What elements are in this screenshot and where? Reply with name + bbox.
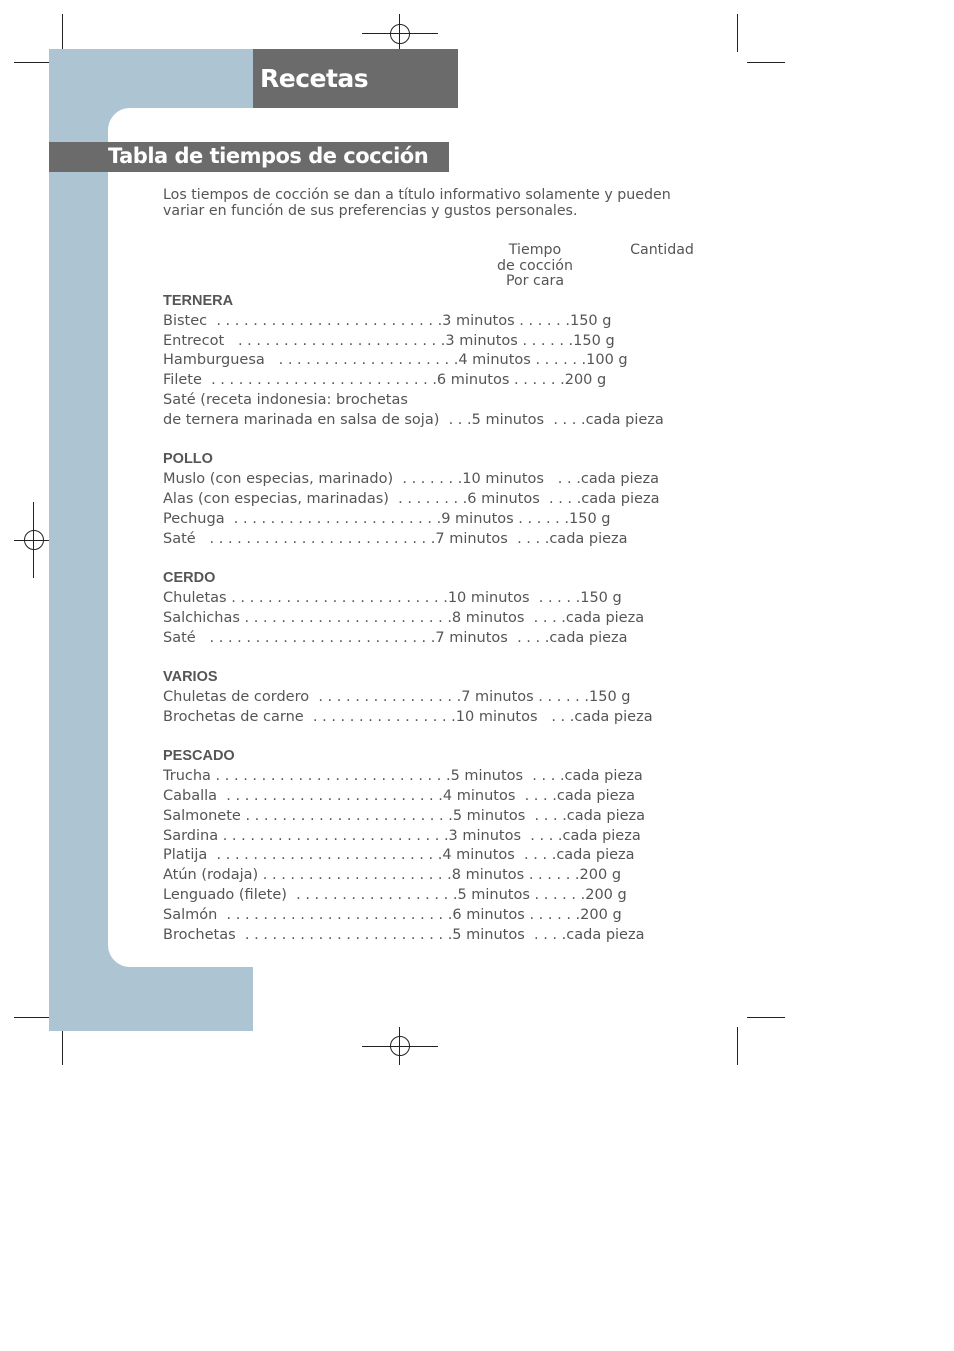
table-row: Saté (receta indonesia: brochetas <box>163 391 408 408</box>
group-title: TERNERA <box>163 293 234 309</box>
registration-mark-icon <box>24 530 44 550</box>
table-row: Atún (rodaja) . . . . . . . . . . . . . . . . . . . . .8 minutos . . . . . .200 g <box>163 867 622 884</box>
group-title: CERDO <box>163 570 216 587</box>
intro-line-1: Los tiempos de cocción se dan a título informativo solamente y pueden <box>163 187 671 203</box>
table-row: Chuletas de cordero . . . . . . . . . . . . . . . .7 minutos . . . . . .150 g <box>163 688 631 705</box>
column-header-time-line-2: de cocción <box>497 257 573 274</box>
table-row: de ternera marinada en salsa de soja) . . .5 minutos . . . .cada pieza <box>163 411 664 428</box>
column-header-time-line-3: Por cara <box>505 273 565 289</box>
page-title: Recetas <box>260 64 369 93</box>
group-spacer <box>163 549 763 569</box>
registration-mark-icon <box>390 24 410 44</box>
table-row: Muslo (con especias, marinado) . . . . . . .10 minutos . . .cada pieza <box>163 471 660 488</box>
group-spacer <box>163 728 763 748</box>
column-header-quantity: Cantidad <box>630 242 694 258</box>
crop-mark <box>62 1027 63 1065</box>
table-row: Caballa . . . . . . . . . . . . . . . . . . . . . . . .4 minutos . . . .cada pieza <box>163 787 636 804</box>
crop-mark <box>14 1017 52 1018</box>
intro-text <box>163 188 723 219</box>
crop-mark <box>747 62 785 63</box>
crop-mark <box>737 1027 738 1065</box>
table-row: Pechuga . . . . . . . . . . . . . . . . . . . . . . .9 minutos . . . . . .150 g <box>163 510 611 527</box>
crop-mark <box>62 14 63 52</box>
registration-mark-icon <box>390 1036 410 1056</box>
table-row: Salchichas . . . . . . . . . . . . . . . . . . . . . . .8 minutos . . . .cada pieza <box>163 609 645 626</box>
table-row: Sardina . . . . . . . . . . . . . . . . . . . . . . . . .3 minutos . . . .cada pieza <box>163 827 641 844</box>
cooking-times-table <box>163 292 763 945</box>
group-title: POLLO <box>163 451 213 468</box>
table-row: Chuletas . . . . . . . . . . . . . . . . . . . . . . . .10 minutos . . . . .150 g <box>163 589 622 606</box>
group-spacer <box>163 648 763 668</box>
table-row: Platija . . . . . . . . . . . . . . . . . . . . . . . . .4 minutos . . . .cada pieza <box>163 847 635 864</box>
crop-mark <box>747 1017 785 1018</box>
table-row: Salmonete . . . . . . . . . . . . . . . . . . . . . . .5 minutos . . . .cada pieza <box>163 807 646 824</box>
table-row: Lenguado (filete) . . . . . . . . . . . . . . . . . .5 minutos . . . . . .200 g <box>163 886 627 903</box>
table-row: Filete . . . . . . . . . . . . . . . . . . . . . . . . .6 minutos . . . . . .200 g <box>163 372 607 389</box>
table-row: Brochetas . . . . . . . . . . . . . . . . . . . . . . .5 minutos . . . .cada pieza <box>163 926 645 943</box>
table-row: Alas (con especias, marinadas) . . . . . . . .6 minutos . . . .cada pieza <box>163 490 660 507</box>
table-row: Salmón . . . . . . . . . . . . . . . . . . . . . . . . .6 minutos . . . . . .200 g <box>163 906 622 923</box>
table-row: Trucha . . . . . . . . . . . . . . . . . . . . . . . . . .5 minutos . . . .cada pieza <box>163 768 643 785</box>
table-row: Bistec . . . . . . . . . . . . . . . . . . . . . . . . .3 minutos . . . . . .150 g <box>163 312 612 329</box>
table-row: Hamburguesa . . . . . . . . . . . . . . . . . . . .4 minutos . . . . . .100 g <box>163 352 628 369</box>
group-title: PESCADO <box>163 748 235 765</box>
table-row: Brochetas de carne . . . . . . . . . . . . . . . .10 minutos . . .cada pieza <box>163 708 653 725</box>
column-header-time <box>485 243 585 290</box>
intro-line-2: variar en función de sus preferencias y gustos personales. <box>163 202 578 219</box>
group-spacer <box>163 431 763 451</box>
table-row: Saté . . . . . . . . . . . . . . . . . . . . . . . . .7 minutos . . . .cada pieza <box>163 530 628 547</box>
section-title: Tabla de tiempos de cocción <box>108 144 429 168</box>
crop-mark <box>14 62 52 63</box>
column-header-time-line-1: Tiempo <box>508 242 562 258</box>
table-row: Entrecot . . . . . . . . . . . . . . . . . . . . . . .3 minutos . . . . . .150 g <box>163 332 615 349</box>
table-row: Saté . . . . . . . . . . . . . . . . . . . . . . . . .7 minutos . . . .cada pieza <box>163 629 628 646</box>
crop-mark <box>737 14 738 52</box>
group-title: VARIOS <box>163 669 218 686</box>
